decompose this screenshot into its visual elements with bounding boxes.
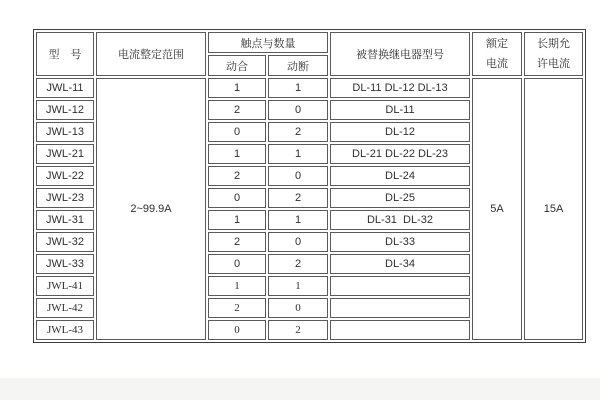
contact-nc-cell: 0 <box>268 100 328 120</box>
model-cell: JWL-12 <box>36 100 94 120</box>
relay-spec-table <box>33 29 586 343</box>
model-cell: JWL-42 <box>36 298 94 318</box>
replaced-models-cell: DL-33 <box>330 232 470 252</box>
contact-no-cell: 1 <box>208 78 266 98</box>
contact-nc-cell: 2 <box>268 122 328 142</box>
header-rated-current <box>472 32 522 76</box>
contact-no-cell: 2 <box>208 100 266 120</box>
contact-nc-cell: 0 <box>268 166 328 186</box>
replaced-models-cell: DL-12 <box>330 122 470 142</box>
contact-no-cell: 1 <box>208 144 266 164</box>
header-rated-current-line1: 额定 <box>486 38 508 50</box>
model-cell: JWL-31 <box>36 210 94 230</box>
contact-nc-cell: 0 <box>268 298 328 318</box>
replaced-models-cell <box>330 276 470 296</box>
replaced-models-cell: DL-11 <box>330 100 470 120</box>
model-cell: JWL-21 <box>36 144 94 164</box>
header-contact-nc: 动断 <box>268 55 328 76</box>
contact-nc-cell: 2 <box>268 188 328 208</box>
replaced-models-cell: DL-31 DL-32 <box>330 210 470 230</box>
replaced-models-cell: DL-11 DL-12 DL-13 <box>330 78 470 98</box>
spec-table <box>33 29 586 343</box>
contact-nc-cell: 1 <box>268 78 328 98</box>
contact-no-cell: 0 <box>208 122 266 142</box>
contact-nc-cell: 2 <box>268 320 328 340</box>
model-cell: JWL-43 <box>36 320 94 340</box>
replaced-models-cell: DL-21 DL-22 DL-23 <box>330 144 470 164</box>
contact-no-cell: 2 <box>208 166 266 186</box>
rated-current-value-cell: 5A <box>472 78 522 340</box>
replaced-models-cell: DL-24 <box>330 166 470 186</box>
model-cell: JWL-41 <box>36 276 94 296</box>
replaced-models-cell <box>330 320 470 340</box>
table-row <box>36 78 583 98</box>
contact-nc-cell: 1 <box>268 144 328 164</box>
replaced-models-cell: DL-25 <box>330 188 470 208</box>
contact-nc-cell: 0 <box>268 232 328 252</box>
longterm-current-value-cell: 15A <box>524 78 583 340</box>
contact-no-cell: 2 <box>208 298 266 318</box>
header-contact-no: 动合 <box>208 55 266 76</box>
header-longterm-current <box>524 32 583 76</box>
contact-nc-cell: 1 <box>268 210 328 230</box>
contact-nc-cell: 1 <box>268 276 328 296</box>
contact-no-cell: 0 <box>208 254 266 274</box>
current-range-value-cell: 2~99.9A <box>96 78 206 340</box>
model-cell: JWL-11 <box>36 78 94 98</box>
scan-bottom-shade <box>0 378 600 400</box>
model-cell: JWL-22 <box>36 166 94 186</box>
contact-no-cell: 0 <box>208 188 266 208</box>
header-model: 型 号 <box>36 32 94 76</box>
header-replaced-models: 被替换继电器型号 <box>330 32 470 76</box>
header-rated-current-line2: 电流 <box>486 58 508 70</box>
model-cell: JWL-32 <box>36 232 94 252</box>
header-longterm-current-line1: 长期允 <box>537 38 570 50</box>
contact-no-cell: 2 <box>208 232 266 252</box>
header-current-range: 电流整定范围 <box>96 32 206 76</box>
replaced-models-cell: DL-34 <box>330 254 470 274</box>
contact-no-cell: 0 <box>208 320 266 340</box>
contact-nc-cell: 2 <box>268 254 328 274</box>
model-cell: JWL-23 <box>36 188 94 208</box>
header-longterm-current-line2: 许电流 <box>537 58 570 70</box>
contact-no-cell: 1 <box>208 210 266 230</box>
contact-no-cell: 1 <box>208 276 266 296</box>
model-cell: JWL-13 <box>36 122 94 142</box>
header-row-1 <box>36 32 583 53</box>
replaced-models-cell <box>330 298 470 318</box>
model-cell: JWL-33 <box>36 254 94 274</box>
header-contacts-group: 触点与数量 <box>208 32 328 53</box>
